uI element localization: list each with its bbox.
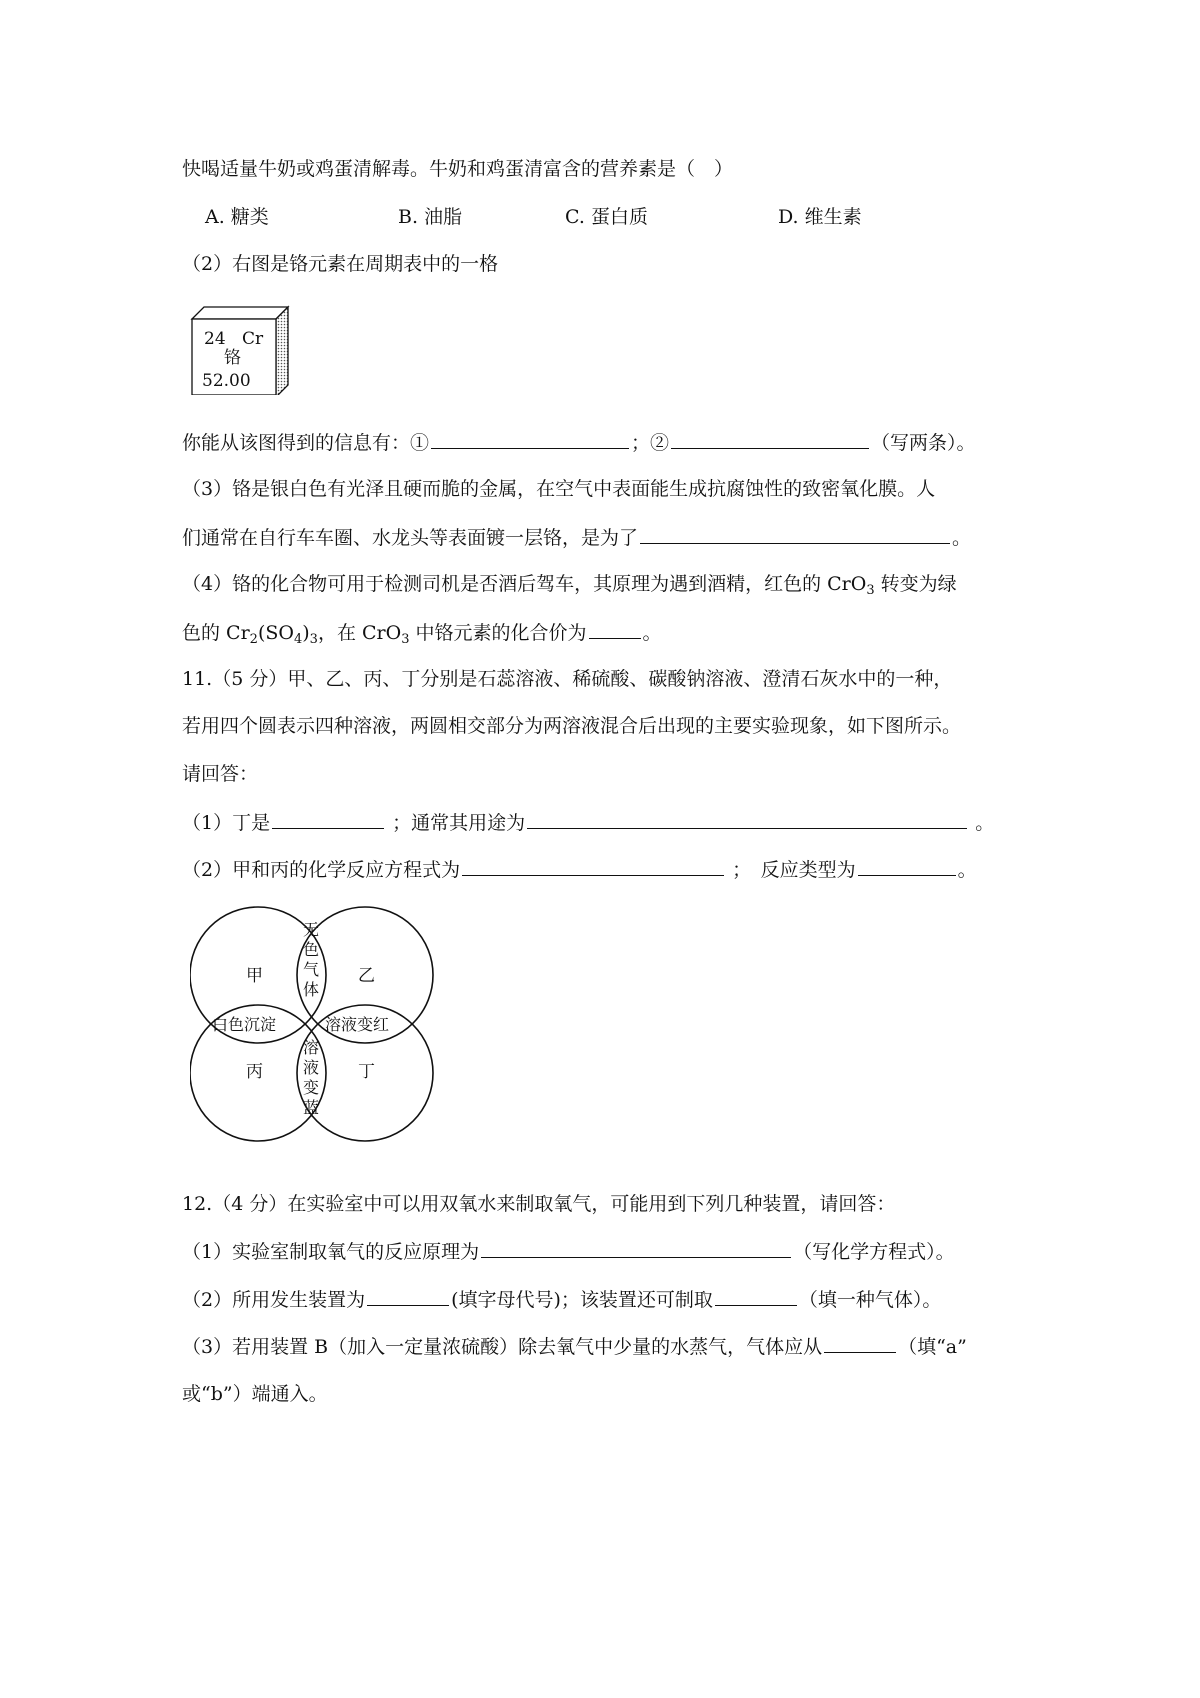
answer-blank-plating-purpose[interactable] (640, 523, 950, 544)
overlap-yi-ding: 溶液变红 (325, 1015, 390, 1034)
q10-part4-line2: 色的 $Cr_2(SO_4)_3$，在 CrO$_3$ 中铬元素的化合价为 。 (182, 618, 662, 647)
q10-part3-line1: （3）铬是银白色有光泽且硬而脆的金属，在空气中表面能生成抗腐蚀性的致密氧化膜。人 (182, 478, 936, 500)
venn-diagram (190, 905, 440, 1145)
q11-line2: 若用四个圆表示四种溶液，两圆相交部分为两溶液混合后出现的主要实验现象，如下图所示。 (182, 715, 962, 737)
answer-blank-usage[interactable] (527, 808, 967, 829)
q10-part2-text: （2）右图是铬元素在周期表中的一格 (182, 253, 499, 275)
overlap-jia-bing: 白色沉淀 (212, 1015, 277, 1034)
label-bing: 丙 (246, 1062, 263, 1082)
option-a: A. 糖类 (205, 206, 269, 228)
q12-line1: 12.（4 分）在实验室中可以用双氧水来制取氧气，可能用到下列几种装置，请回答： (182, 1193, 896, 1215)
answer-blank-valence[interactable] (589, 618, 641, 639)
element-symbol: Cr (242, 329, 264, 349)
overlap-jia-yi (303, 920, 319, 999)
q10-part2-info-line: 你能从该图得到的信息有：① ；② （写两条）。 (182, 428, 976, 457)
answer-blank-ding[interactable] (272, 808, 384, 829)
svg-text:变: 变 (303, 1078, 320, 1097)
svg-text:色: 色 (303, 940, 320, 959)
answer-blank-other-gas[interactable] (715, 1285, 797, 1306)
answer-blank-oxygen-equation[interactable] (481, 1237, 791, 1258)
q12-part3-line1: （3）若用装置 B（加入一定量浓硫酸）除去氧气中少量的水蒸气，气体应从 （填“a” (182, 1332, 967, 1361)
answer-blank-apparatus[interactable] (367, 1285, 449, 1306)
q11-part2-line: （2）甲和丙的化学反应方程式为 ； 反应类型为 。 (182, 855, 977, 884)
q12-part1-line: （1）实验室制取氧气的反应原理为 （写化学方程式）。 (182, 1237, 955, 1266)
option-b: B. 油脂 (398, 206, 463, 228)
answer-blank-info-1[interactable] (431, 428, 629, 449)
svg-text:无: 无 (303, 920, 320, 939)
answer-blank-gas-inlet[interactable] (824, 1332, 896, 1353)
answer-blank-equation[interactable] (462, 855, 724, 876)
q12-part3-line2: 或“b”）端通入。 (182, 1383, 328, 1405)
overlap-bing-ding (303, 1038, 319, 1117)
element-name: 铬 (224, 348, 241, 368)
answer-blank-info-2[interactable] (671, 428, 869, 449)
q10-part3-line2: 们通常在自行车车圈、水龙头等表面镀一层铬，是为了 。 (182, 523, 971, 552)
q12-part2-line: （2）所用发生装置为 (填字母代号)；该装置还可制取 （填一种气体）。 (182, 1285, 941, 1314)
svg-text:体: 体 (303, 980, 320, 999)
svg-text:溶: 溶 (303, 1038, 320, 1057)
periodic-element-cell (190, 305, 290, 395)
option-c: C. 蛋白质 (565, 206, 648, 228)
q10-part4-line1: （4）铬的化合物可用于检测司机是否酒后驾车，其原理为遇到酒精，红色的 CrO$_3$ 转变为绿 (182, 573, 957, 598)
label-yi: 乙 (358, 966, 375, 986)
q11-line1: 11.（5 分）甲、乙、丙、丁分别是石蕊溶液、稀硫酸、碳酸钠溶液、澄清石灰水中的一种， (182, 668, 953, 690)
element-atomic-number: 24 (204, 329, 226, 349)
q11-line3: 请回答： (182, 763, 259, 785)
element-atomic-mass: 52.00 (202, 371, 251, 391)
option-d: D. 维生素 (778, 206, 862, 228)
label-jia: 甲 (246, 966, 263, 986)
svg-text:液: 液 (303, 1058, 320, 1077)
svg-text:气: 气 (303, 960, 320, 979)
q10-intro-line: 快喝适量牛奶或鸡蛋清解毒。牛奶和鸡蛋清富含的营养素是（ ） (182, 158, 734, 180)
label-ding: 丁 (358, 1062, 375, 1082)
q11-part1-line: （1）丁是 ；通常其用途为 。 (182, 808, 994, 837)
answer-blank-reaction-type[interactable] (858, 855, 956, 876)
svg-text:蓝: 蓝 (303, 1098, 320, 1117)
